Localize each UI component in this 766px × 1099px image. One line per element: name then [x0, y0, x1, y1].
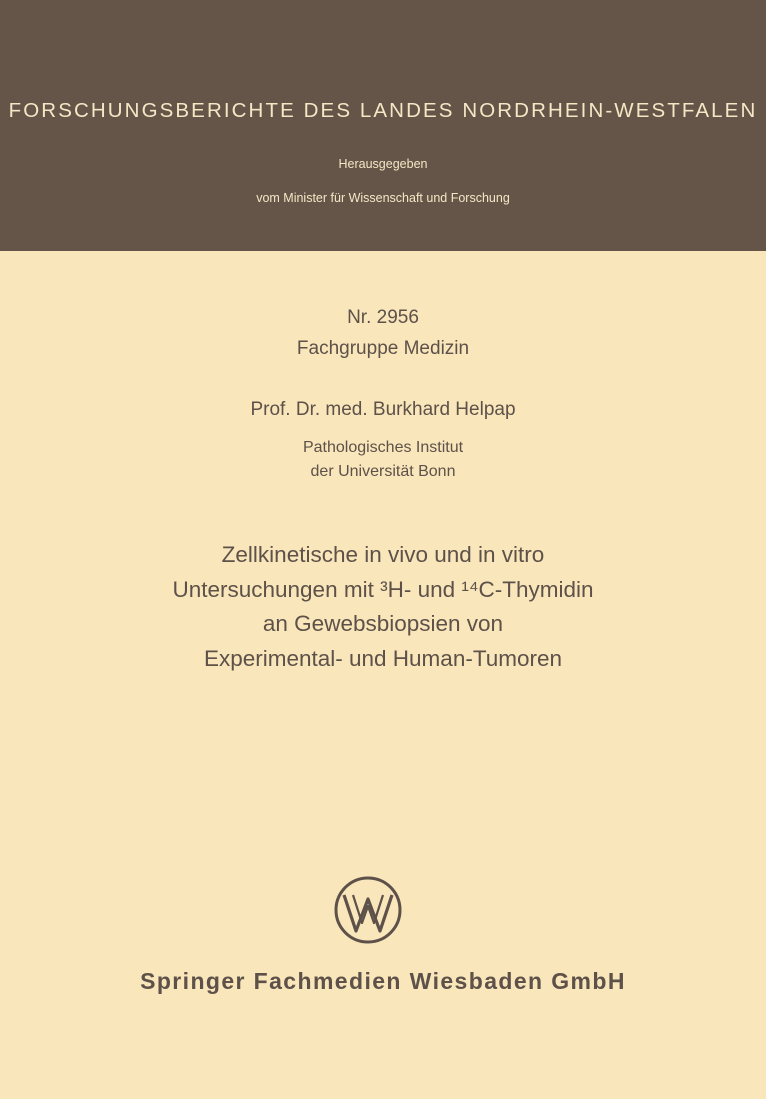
- editor-label: Herausgegeben: [338, 157, 428, 171]
- subject-group: Fachgruppe Medizin: [296, 338, 470, 359]
- institute-line-2: der Universität Bonn: [310, 463, 456, 480]
- title-line-4: Experimental- und Human-Tumoren: [203, 645, 563, 671]
- issue-number: Nr. 2956: [347, 307, 419, 328]
- header-band: [0, 0, 766, 251]
- title-line-2: Untersuchungen mit ³H- und ¹⁴C-Thymidin: [172, 576, 594, 602]
- publisher-name: Springer Fachmedien Wiesbaden GmbH: [140, 968, 626, 994]
- book-title: [0, 538, 766, 676]
- institute-line-1: Pathologisches Institut: [302, 439, 464, 456]
- title-line-3: an Gewebsbiopsien von: [262, 611, 504, 636]
- title-line-1: Zellkinetische in vivo und in vitro: [221, 542, 545, 567]
- author-name: Prof. Dr. med. Burkhard Helpap: [250, 399, 516, 420]
- series-title: FORSCHUNGSBERICHTE DES LANDES NORDRHEIN-WESTFALEN: [8, 99, 758, 122]
- editor-name: vom Minister für Wissenschaft und Forschung: [256, 191, 510, 205]
- publisher-logo-icon: [333, 875, 403, 945]
